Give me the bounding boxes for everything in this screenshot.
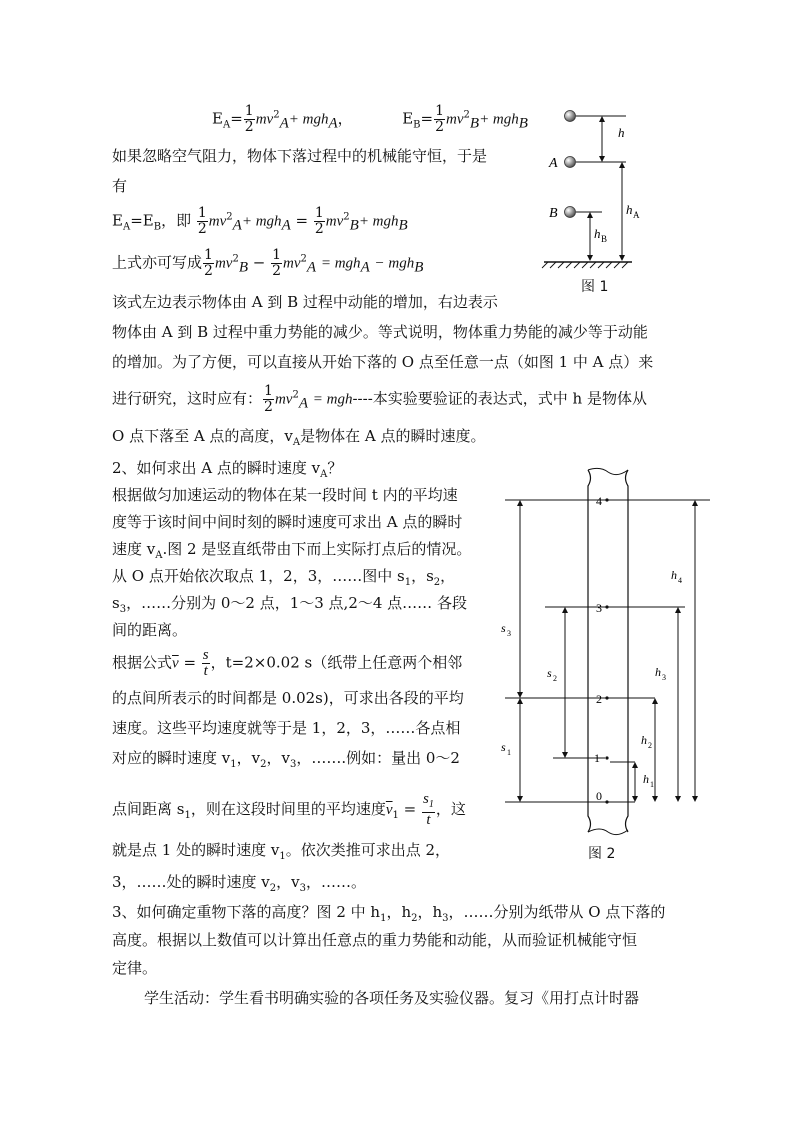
q2-line-1: 根据做匀加速运动的物体在某一段时间 t 内的平均速 bbox=[112, 486, 458, 504]
fig1-label-B: B bbox=[549, 206, 558, 221]
fig2-label-h2: h bbox=[641, 733, 647, 747]
tape-label-0: 0 bbox=[596, 789, 602, 803]
tape-point-1 bbox=[605, 756, 608, 759]
ball-B bbox=[565, 207, 576, 218]
fig2-label-s2: s bbox=[547, 666, 552, 680]
tape-point-3 bbox=[605, 605, 608, 608]
text-line-b6: 3，……处的瞬时速度 $v_2$，$v_3$，……。 bbox=[112, 873, 367, 894]
experiment-expression-line: 进行研究，这时应有： $\frac{1}{2}$ $mv^2_A = mgh----$本实验要验证的表达式，式中 h 是物体从 bbox=[112, 383, 647, 415]
tape-point-4 bbox=[605, 498, 608, 501]
text-line-b5: 就是点 1 处的瞬时速度 $v_1$。依次类推可求出点 2， bbox=[112, 841, 451, 862]
text-line-7: 物体由 A 到 B 过程中重力势能的减少。等式说明，物体重力势能的减少等于动能 bbox=[112, 323, 648, 341]
tape-label-2: 2 bbox=[596, 692, 602, 706]
svg-text:1: 1 bbox=[650, 780, 654, 789]
svg-text:2: 2 bbox=[553, 674, 557, 683]
question-3-line-1: 3、如何确定重物下落的高度？图 2 中 $h_1$，$h_2$，$h_3$，……分别为纸带从 O 点下落的 bbox=[112, 903, 666, 924]
text-line-6: 该式左边表示物体由 A 到 B 过程中动能的增加，右边表示 bbox=[112, 293, 498, 311]
fig1-label-A: A bbox=[549, 156, 558, 171]
question-3-line-2: 高度。根据以上数值可以计算出任意点的重力势能和动能，从而验证机械能守恒 bbox=[112, 931, 638, 949]
text-line-b2: 速度。这些平均速度就等于是 1，2，3，……各点相 bbox=[112, 719, 461, 737]
average-velocity-formula: 根据公式$\overline{v}$ = $\frac{s}{t}$ ，t=2×0.02 s（纸带上任意两个相邻 bbox=[112, 647, 463, 679]
text-line-b3: 对应的瞬时速度 $v_1$，$v_2$，$v_3$，…….例如：量出 0～2 bbox=[112, 749, 460, 770]
fig1-label-hA: h bbox=[626, 202, 633, 217]
rewritten-equation: 上式亦可写成 $\frac{1}{2}$ $mv^2_B$ − $\frac{1}{2}$ $mv^2_A = mgh_A - mgh_B$ bbox=[112, 247, 424, 279]
svg-text:3: 3 bbox=[507, 629, 511, 638]
fig2-label-h1: h bbox=[643, 772, 649, 786]
svg-text:B: B bbox=[601, 234, 608, 244]
fig1-label-h: h bbox=[618, 125, 625, 140]
q2-line-5: $s_3$，……分别为 0～2 点，1～3 点,2～4 点…… 各段 bbox=[112, 594, 467, 615]
figure-2-caption: 图 2 bbox=[588, 846, 616, 862]
fig2-label-h3: h bbox=[655, 665, 661, 679]
text-line-10: O 点下落至 A 点的高度，$v_A$是物体在 A 点的瞬时速度。 bbox=[112, 427, 486, 448]
tape-label-3: 3 bbox=[596, 601, 602, 615]
text-line-2: 如果忽略空气阻力，物体下落过程中的机械能守恒，于是 bbox=[112, 147, 488, 165]
fig2-label-s1: s bbox=[501, 740, 506, 754]
tape-label-4: 4 bbox=[596, 494, 602, 508]
ball-A bbox=[565, 157, 576, 168]
figure-2 bbox=[495, 466, 720, 841]
energy-equations-row: $E_A=$ $\frac{1}{2}$ $mv^2_A+ mgh_A$， $E_B=$ $\frac{1}{2}$ $mv^2_B+ mgh_B$ bbox=[212, 103, 528, 135]
svg-text:2: 2 bbox=[648, 741, 652, 750]
q2-line-3: 速度 $v_A$.图 2 是竖直纸带由下而上实际打点后的情况。 bbox=[112, 540, 472, 561]
text-line-b4: 点间距离 $s_1$，则在这段时间里的平均速度$\overline{v}_1$ = $\frac{s_1}{t}$ ，这 bbox=[112, 791, 466, 828]
conservation-equation: $E_A=E_B$，即 $\frac{1}{2}$ $mv^2_A+ mgh_A$ = $\frac{1}{2}$ $mv^2_B+ mgh_B$ bbox=[112, 205, 408, 237]
fig2-label-s3: s bbox=[501, 621, 506, 635]
text-line-3: 有 bbox=[112, 177, 128, 195]
q2-line-4: 从 O 点开始依次取点 1，2，3，……图中 $s_1$，$s_2$， bbox=[112, 567, 456, 588]
question-2-title: 2、如何求出 A 点的瞬时速度 $v_A$？ bbox=[112, 459, 343, 480]
fig2-label-h4: h bbox=[671, 568, 677, 582]
tape-label-1: 1 bbox=[594, 751, 600, 765]
student-activity-line: 学生活动：学生看书明确实验的各项任务及实验仪器。复习《用打点计时器 bbox=[144, 989, 640, 1007]
q2-line-2: 度等于该时间中间时刻的瞬时速度可求出 A 点的瞬时 bbox=[112, 513, 463, 531]
ball-top bbox=[565, 111, 576, 122]
fig1-label-hB: h bbox=[594, 226, 601, 241]
figure-1 bbox=[540, 100, 640, 290]
svg-text:4: 4 bbox=[678, 576, 682, 585]
svg-text:A: A bbox=[633, 210, 640, 220]
svg-text:1: 1 bbox=[507, 748, 511, 757]
q2-line-6: 间的距离。 bbox=[112, 621, 188, 639]
tape-point-0 bbox=[605, 800, 608, 803]
text-line-b1: 的点间所表示的时间都是 0.02s)，可求出各段的平均 bbox=[112, 689, 464, 707]
figure-1-caption: 图 1 bbox=[581, 279, 609, 295]
svg-text:3: 3 bbox=[662, 673, 666, 682]
question-3-line-3: 定律。 bbox=[112, 959, 158, 977]
tape-point-2 bbox=[605, 696, 608, 699]
text-line-8: 的增加。为了方便，可以直接从开始下落的 O 点至任意一点（如图 1 中 A 点）来 bbox=[112, 353, 654, 371]
